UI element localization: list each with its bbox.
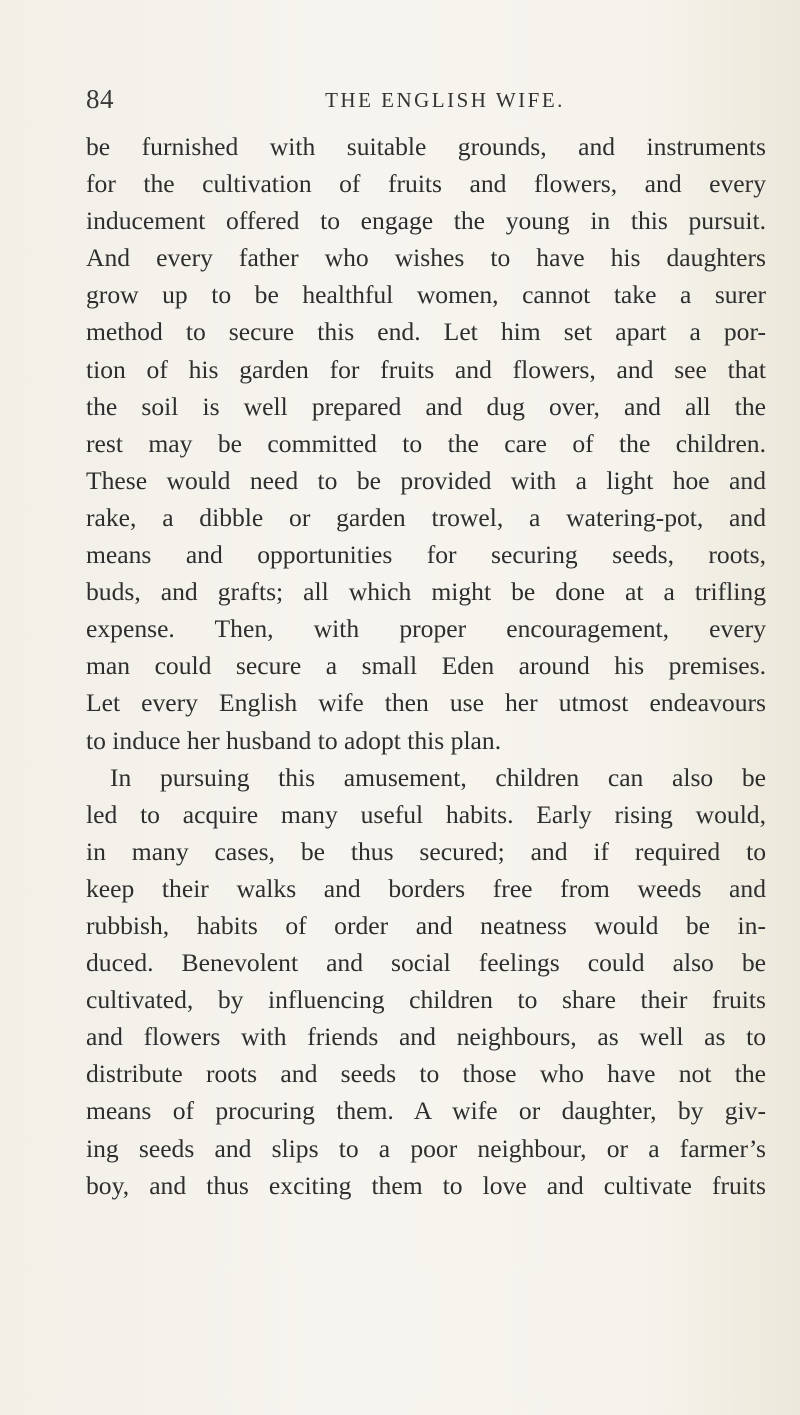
text-line: rest may be committed to the care of the children. — [86, 428, 766, 458]
text-line: rake, a dibble or garden trowel, a watering-pot, and — [86, 502, 766, 532]
text-line: for the cultivation of fruits and flowers, and every — [86, 169, 766, 199]
text-line: ing seeds and slips to a poor neighbour, or a farmer’s — [86, 1133, 766, 1163]
text-line: And every father who wishes to have his daughters — [86, 243, 766, 273]
text-line: grow up to be healthful women, cannot take a surer — [86, 280, 766, 310]
paragraph-end-line: to induce her husband to adopt this plan. — [86, 725, 502, 755]
text-line: Let every English wife then use her utmost endeavours — [86, 688, 766, 718]
text-line: rubbish, habits of order and neatness would be in- — [86, 910, 766, 940]
text-line: duced. Benevolent and social feelings could also be — [86, 948, 766, 978]
text-line: means and opportunities for securing seeds, roots, — [86, 540, 766, 570]
body-text — [86, 128, 766, 1204]
text-line: buds, and grafts; all which might be done at a trifling — [86, 577, 766, 607]
text-line: method to secure this end. Let him set apart a por- — [86, 317, 766, 347]
paragraph-start-line: In pursuing this amusement, children can also be — [110, 762, 766, 792]
text-line: cultivated, by influencing children to share their fruits — [86, 985, 766, 1015]
text-line: expense. Then, with proper encouragement, every — [86, 614, 766, 644]
text-line: tion of his garden for fruits and flowers, and see that — [86, 354, 766, 384]
text-line: and flowers with friends and neighbours, as well as to — [86, 1022, 766, 1052]
running-title: THE ENGLISH WIFE. — [325, 88, 565, 112]
text-line: the soil is well prepared and dug over, and all the — [86, 391, 766, 421]
text-line: These would need to be provided with a light hoe and — [86, 465, 766, 495]
text-line: in many cases, be thus secured; and if required to — [86, 836, 766, 866]
text-line: be furnished with suitable grounds, and instruments — [86, 132, 766, 161]
text-line: man could secure a small Eden around his premises. — [86, 651, 766, 681]
text-line: keep their walks and borders free from weeds and — [86, 873, 766, 903]
text-line: distribute roots and seeds to those who have not the — [86, 1059, 766, 1089]
text-line: boy, and thus exciting them to love and cultivate fruits — [86, 1170, 766, 1200]
text-line: means of procuring them. A wife or daughter, by giv- — [86, 1096, 766, 1126]
page-number: 84 — [86, 84, 114, 114]
running-head — [86, 84, 764, 120]
text-line: inducement offered to engage the young in this pursuit. — [86, 206, 766, 236]
text-line: led to acquire many useful habits. Early rising would, — [86, 799, 766, 829]
